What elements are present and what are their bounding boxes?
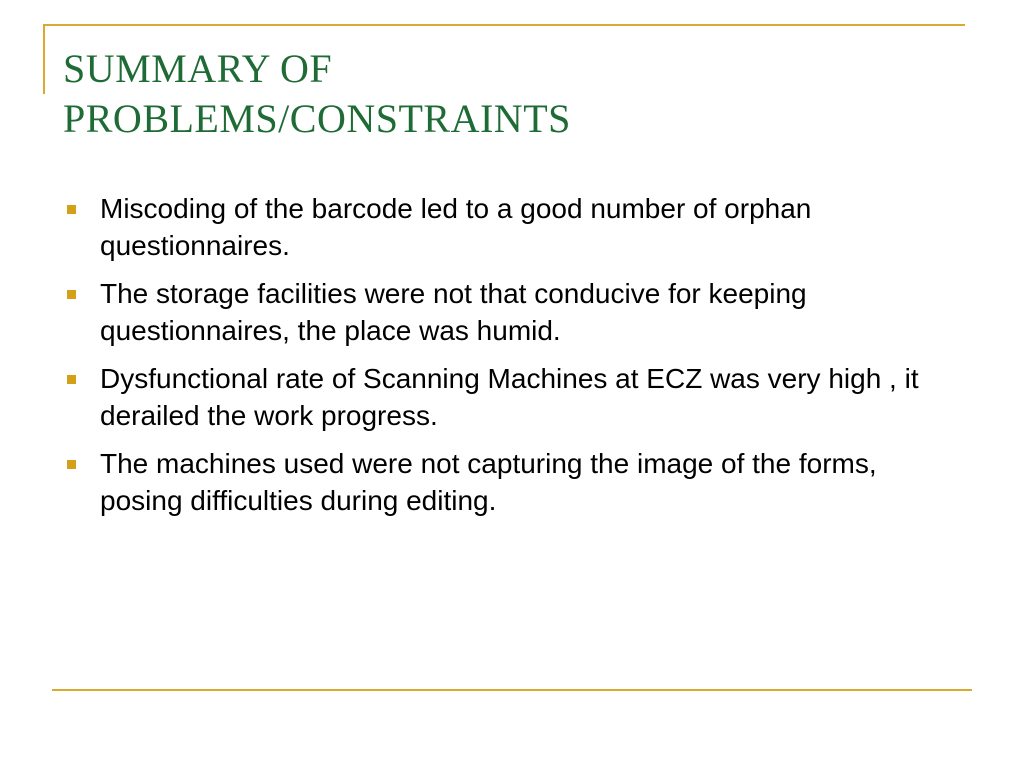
title-line-2: PROBLEMS/CONSTRAINTS bbox=[63, 96, 571, 141]
bullet-text-3: Dysfunctional rate of Scanning Machines at ECZ was very high , it derailed the work progress. bbox=[100, 363, 919, 431]
bullet-item-4 bbox=[64, 445, 964, 519]
top-accent-rule bbox=[43, 24, 965, 26]
bullet-item-3 bbox=[64, 360, 964, 434]
left-accent-rule bbox=[43, 24, 45, 94]
bullet-text-2: The storage facilities were not that conducive for keeping questionnaires, the place was humid. bbox=[100, 278, 807, 346]
slide-title bbox=[63, 44, 963, 144]
bottom-accent-rule bbox=[52, 689, 972, 691]
square-bullet-icon bbox=[67, 375, 76, 384]
square-bullet-icon bbox=[67, 290, 76, 299]
bullet-text-4: The machines used were not capturing the image of the forms, posing difficulties during editing. bbox=[100, 448, 877, 516]
title-line-1: SUMMARY OF bbox=[63, 46, 333, 91]
square-bullet-icon bbox=[67, 205, 76, 214]
bullet-list bbox=[64, 190, 964, 530]
bullet-item-1 bbox=[64, 190, 964, 264]
bullet-text-1: Miscoding of the barcode led to a good number of orphan questionnaires. bbox=[100, 193, 812, 261]
bullet-item-2 bbox=[64, 275, 964, 349]
square-bullet-icon bbox=[67, 460, 76, 469]
